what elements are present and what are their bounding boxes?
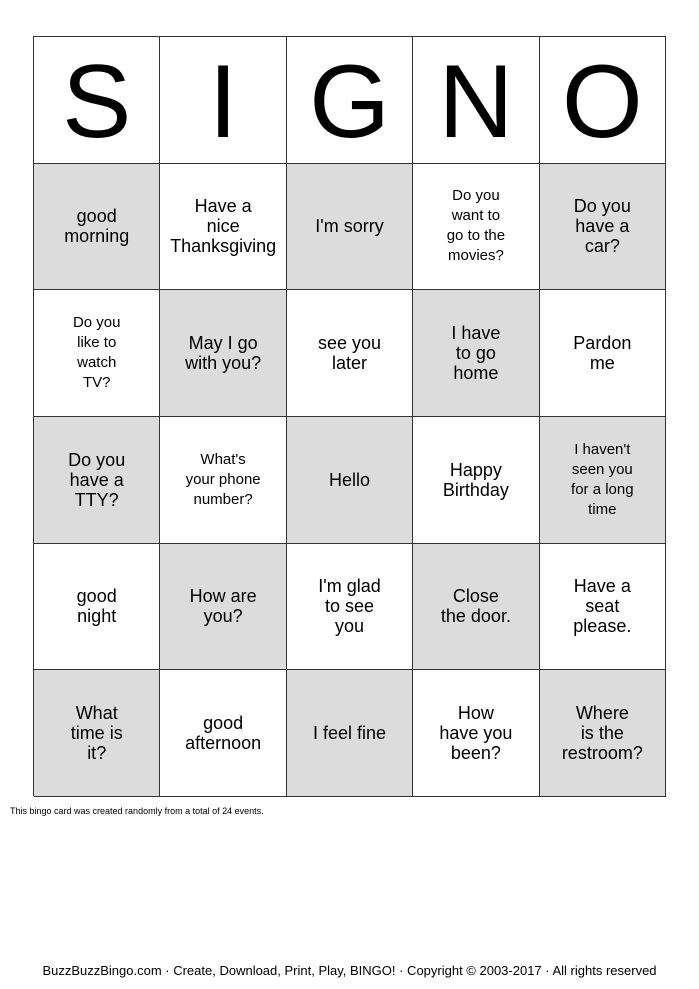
header-letter-cell	[413, 37, 539, 164]
bingo-cell[interactable]	[287, 670, 413, 797]
bingo-cell-text: Do you like to watch TV?	[72, 314, 121, 392]
bingo-cell[interactable]	[540, 290, 666, 417]
bingo-cell[interactable]	[540, 544, 666, 671]
bingo-cell[interactable]	[160, 544, 286, 671]
bingo-cell-text: Have a nice Thanksgiving	[170, 196, 277, 257]
bingo-cell[interactable]	[287, 290, 413, 417]
bingo-cell-text: What's your phone number?	[185, 450, 261, 508]
bingo-cell-text: How have you been?	[439, 703, 513, 764]
bingo-row	[34, 544, 666, 671]
header-letter: G	[309, 43, 390, 160]
bingo-cell-text: good afternoon	[185, 713, 262, 754]
bingo-grid	[34, 164, 666, 797]
bingo-cell[interactable]	[413, 417, 539, 544]
bingo-cell[interactable]	[160, 164, 286, 291]
bingo-cell-text: Do you have a TTY?	[68, 449, 126, 510]
bingo-cell-text: Close the door.	[440, 586, 511, 627]
bingo-row	[34, 164, 666, 291]
bingo-cell-text: Do you want to go to the movies?	[446, 187, 506, 265]
bingo-row	[34, 290, 666, 417]
bingo-cell[interactable]	[287, 544, 413, 671]
bingo-cell[interactable]	[540, 417, 666, 544]
bingo-cell-text: How are you?	[189, 586, 257, 627]
bingo-cell-text: good morning	[64, 206, 130, 247]
bingo-row	[34, 417, 666, 544]
bingo-cell[interactable]	[413, 670, 539, 797]
header-letter: I	[208, 43, 238, 160]
bingo-cell[interactable]	[287, 164, 413, 291]
header-letter-cell	[287, 37, 413, 164]
bingo-cell-text: I'm sorry	[315, 216, 384, 237]
bingo-cell[interactable]	[34, 544, 160, 671]
bingo-cell[interactable]	[34, 290, 160, 417]
bingo-cell-text: Do you have a car?	[573, 196, 631, 257]
bingo-cell[interactable]	[540, 670, 666, 797]
header-letter-cell	[34, 37, 160, 164]
header-letter-cell	[160, 37, 286, 164]
bingo-cell-text: Hello	[329, 469, 371, 490]
header-letter: N	[438, 43, 514, 160]
bingo-cell[interactable]	[34, 164, 160, 291]
bingo-cell-text: I'm glad to see you	[318, 576, 381, 637]
footnote-text: This bingo card was created randomly from a total of 24 events.	[10, 806, 264, 816]
bingo-cell[interactable]	[413, 164, 539, 291]
bingo-cell-text: Pardon me	[573, 333, 632, 374]
bingo-cell[interactable]	[160, 417, 286, 544]
header-letter: S	[62, 43, 132, 160]
bingo-cell[interactable]	[540, 164, 666, 291]
bingo-cell[interactable]	[34, 417, 160, 544]
bingo-cell[interactable]	[160, 290, 286, 417]
bingo-header-row	[34, 37, 666, 164]
bingo-cell-text: May I go with you?	[185, 333, 262, 374]
header-letter: O	[561, 43, 643, 160]
bingo-cell[interactable]	[34, 670, 160, 797]
bingo-cell-text: I haven't seen you for a long time	[571, 440, 634, 518]
bingo-cell-text: I have to go home	[451, 323, 501, 384]
bingo-card	[33, 36, 666, 796]
bingo-cell-text: Have a seat please.	[573, 576, 632, 637]
bingo-cell[interactable]	[413, 544, 539, 671]
bingo-cell-text: see you later	[317, 333, 382, 374]
bingo-cell[interactable]	[287, 417, 413, 544]
bingo-cell-text: good night	[76, 586, 117, 627]
bingo-cell[interactable]	[160, 670, 286, 797]
bingo-cell-text: Where is the restroom?	[561, 703, 643, 764]
bingo-cell-text: Happy Birthday	[442, 459, 509, 500]
copyright-text: BuzzBuzzBingo.com · Create, Download, Print, Play, BINGO! · Copyright © 2003-2017 · All rights reserved	[42, 963, 657, 978]
bingo-cell-text: What time is it?	[70, 703, 123, 764]
header-letter-cell	[540, 37, 666, 164]
bingo-cell[interactable]	[413, 290, 539, 417]
bingo-row	[34, 670, 666, 797]
bingo-cell-text: I feel fine	[312, 723, 387, 744]
